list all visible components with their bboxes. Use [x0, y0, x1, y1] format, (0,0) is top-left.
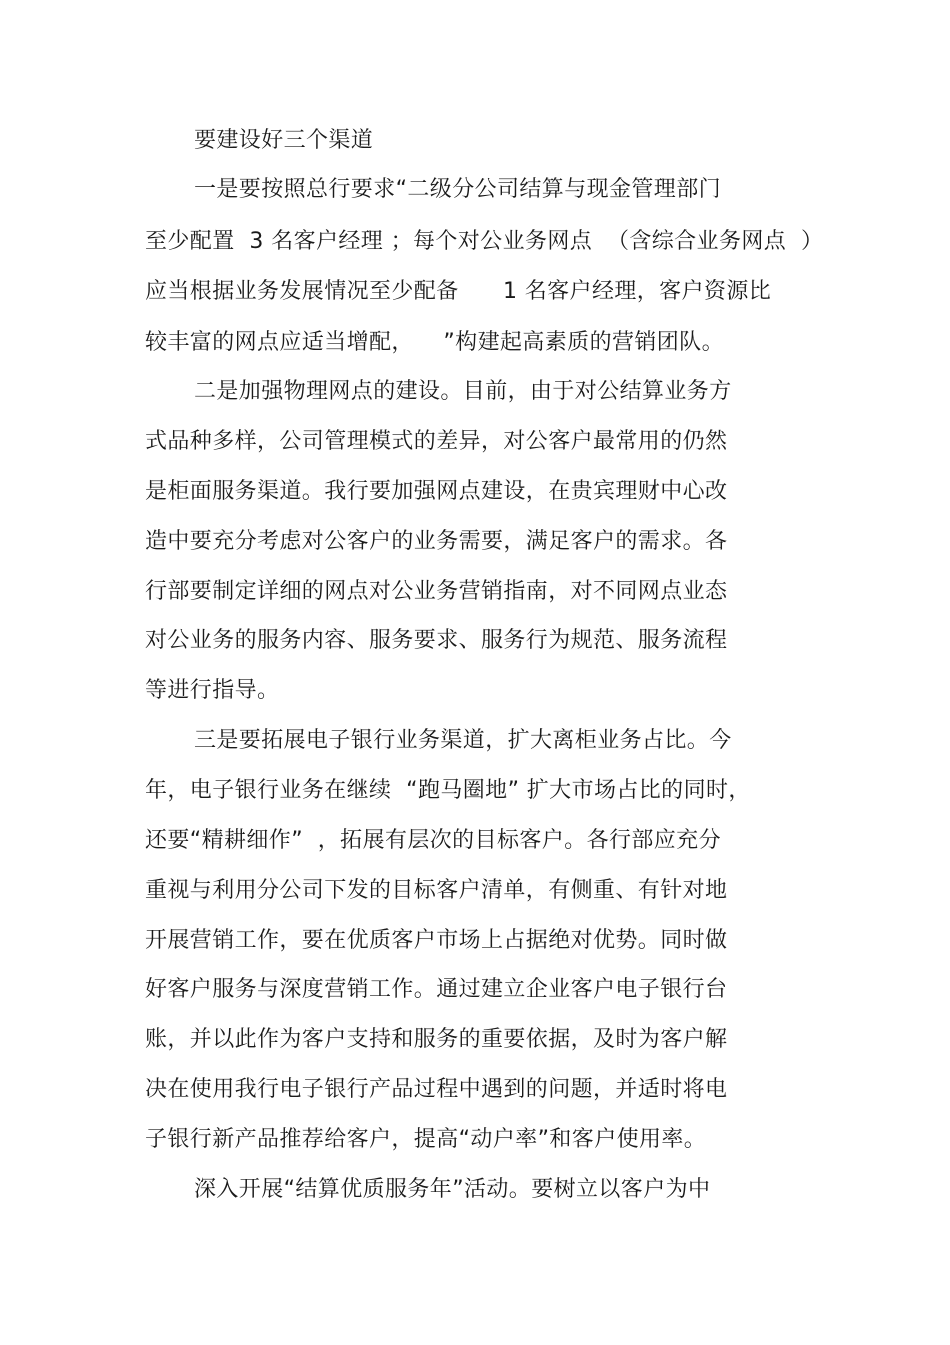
paragraph-line: 三是要拓展电子银行业务渠道，扩大离柜业务占比。今	[194, 728, 732, 753]
paragraph-line: 对公业务的服务内容、服务要求、服务行为规范、服务流程	[145, 628, 728, 653]
paragraph-line: 年，电子银行业务在继续 “跑马圈地” 扩大市场占比的同时，	[145, 778, 751, 803]
paragraph-line: 等进行指导。	[145, 678, 280, 703]
paragraph-line: 账，并以此作为客户支持和服务的重要依据，及时为客户解	[145, 1027, 728, 1052]
paragraph-line: 一是要按照总行要求“二级分公司结算与现金管理部门	[194, 177, 721, 202]
paragraph-line: 至少配置 3 名客户经理 ；每个对公业务网点 （含综合业务网点 ）	[145, 229, 824, 254]
paragraph-line: 应当根据业务发展情况至少配备 1 名客户经理，客户资源比	[145, 279, 772, 304]
paragraph-line: 还要“精耕细作” ，拓展有层次的目标客户。各行部应充分	[145, 828, 721, 853]
paragraph-line: 二是加强物理网点的建设。目前，由于对公结算业务方	[194, 379, 732, 404]
paragraph-line: 行部要制定详细的网点对公业务营销指南，对不同网点业态	[145, 579, 728, 604]
paragraph-line: 开展营销工作，要在优质客户市场上占据绝对优势。同时做	[145, 928, 728, 953]
paragraph-line: 深入开展“结算优质服务年”活动。要树立以客户为中	[194, 1177, 711, 1202]
paragraph-line: 较丰富的网点应适当增配， ”构建起高素质的营销团队。	[145, 330, 724, 355]
paragraph-line: 子银行新产品推荐给客户，提高“动户率”和客户使用率。	[145, 1127, 707, 1152]
paragraph-line: 是柜面服务渠道。我行要加强网点建设，在贵宾理财中心改	[145, 479, 728, 504]
paragraph-line: 式品种多样，公司管理模式的差异，对公客户最常用的仍然	[145, 429, 728, 454]
paragraph-line: 造中要充分考虑对公客户的业务需要，满足客户的需求。各	[145, 529, 728, 554]
paragraph-line: 好客户服务与深度营销工作。通过建立企业客户电子银行台	[145, 977, 728, 1002]
paragraph-line: 决在使用我行电子银行产品过程中遇到的问题，并适时将电	[145, 1077, 728, 1102]
paragraph-line: 重视与利用分公司下发的目标客户清单，有侧重、有针对地	[145, 878, 728, 903]
section-heading: 要建设好三个渠道	[194, 128, 374, 153]
